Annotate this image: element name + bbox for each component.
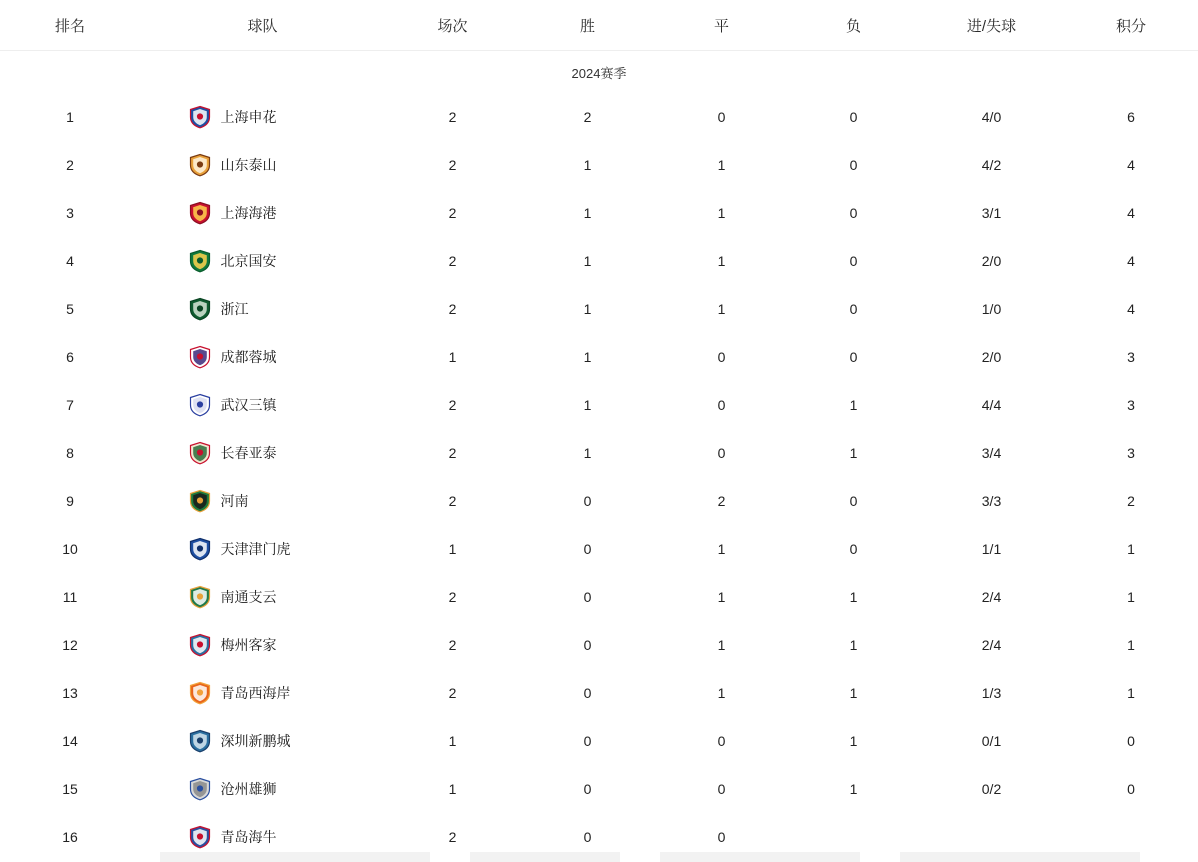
team-crest-icon — [188, 777, 212, 801]
cell-draw: 1 — [717, 637, 726, 653]
cell-win: 0 — [583, 493, 592, 509]
cell-played: 1 — [448, 349, 457, 365]
season-label-text: 2024赛季 — [571, 65, 627, 81]
cell-win: 0 — [583, 589, 592, 605]
cell-win: 0 — [583, 829, 592, 845]
cell-rank: 6 — [66, 349, 74, 365]
page-bottom-strip — [0, 852, 1198, 862]
cell-goals: 1/0 — [981, 301, 1002, 317]
cell-loss: 0 — [849, 541, 858, 557]
cell-rank: 14 — [62, 733, 78, 749]
team-name: 梅州客家 — [220, 637, 277, 653]
column-header-goals: 进/失球 — [966, 17, 1017, 35]
table-header-row — [0, 0, 1198, 51]
table-row[interactable] — [0, 765, 1198, 813]
cell-draw: 0 — [717, 349, 726, 365]
cell-loss: 1 — [849, 589, 858, 605]
cell-win: 1 — [583, 253, 592, 269]
cell-loss: 0 — [849, 157, 858, 173]
cell-loss: 0 — [849, 253, 858, 269]
team-crest-icon — [188, 729, 212, 753]
cell-goals: 3/1 — [981, 205, 1002, 221]
cell-points: 1 — [1127, 685, 1135, 701]
cell-team[interactable] — [140, 537, 385, 561]
team-name: 上海海港 — [220, 205, 277, 221]
cell-team[interactable] — [140, 105, 385, 129]
cell-draw: 0 — [717, 829, 726, 845]
cell-team[interactable] — [140, 249, 385, 273]
cell-loss: 0 — [849, 301, 858, 317]
table-row[interactable] — [0, 621, 1198, 669]
cell-played: 2 — [448, 157, 457, 173]
team-name: 河南 — [220, 493, 249, 509]
team-name: 北京国安 — [220, 253, 277, 269]
team-name: 武汉三镇 — [220, 397, 277, 413]
cell-goals: 4/2 — [981, 157, 1002, 173]
table-row[interactable] — [0, 285, 1198, 333]
cell-draw: 0 — [717, 397, 726, 413]
cell-points: 3 — [1127, 349, 1135, 365]
column-header-win: 胜 — [579, 17, 595, 35]
cell-team[interactable] — [140, 489, 385, 513]
cell-draw: 2 — [717, 493, 726, 509]
cell-rank: 13 — [62, 685, 78, 701]
cell-played: 2 — [448, 253, 457, 269]
cell-goals: 2/4 — [981, 589, 1002, 605]
cell-draw: 1 — [717, 253, 726, 269]
cell-rank: 9 — [66, 493, 74, 509]
cell-win: 0 — [583, 541, 592, 557]
team-crest-icon — [188, 441, 212, 465]
team-crest-icon — [188, 681, 212, 705]
cell-draw: 1 — [717, 157, 726, 173]
cell-played: 2 — [448, 205, 457, 221]
cell-team[interactable] — [140, 201, 385, 225]
cell-win: 0 — [583, 637, 592, 653]
team-crest-icon — [188, 585, 212, 609]
team-crest-icon — [188, 249, 212, 273]
team-crest-icon — [188, 201, 212, 225]
cell-rank: 11 — [62, 589, 78, 605]
team-name: 沧州雄狮 — [220, 781, 277, 797]
cell-loss: 0 — [849, 493, 858, 509]
cell-draw: 1 — [717, 205, 726, 221]
cell-win: 1 — [583, 397, 592, 413]
cell-team[interactable] — [140, 393, 385, 417]
cell-played: 2 — [448, 301, 457, 317]
cell-rank: 8 — [66, 445, 74, 461]
column-header-points: 积分 — [1115, 17, 1146, 35]
cell-win: 0 — [583, 685, 592, 701]
cell-win: 1 — [583, 205, 592, 221]
cell-points: 4 — [1127, 157, 1135, 173]
cell-played: 1 — [448, 733, 457, 749]
team-crest-icon — [188, 537, 212, 561]
cell-loss: 1 — [849, 733, 858, 749]
table-row[interactable] — [0, 429, 1198, 477]
cell-draw: 1 — [717, 589, 726, 605]
cell-points: 2 — [1127, 493, 1135, 509]
cell-draw: 1 — [717, 541, 726, 557]
cell-played: 2 — [448, 637, 457, 653]
cell-goals: 2/0 — [981, 349, 1002, 365]
cell-goals: 3/4 — [981, 445, 1002, 461]
cell-team[interactable] — [140, 825, 385, 849]
cell-played: 2 — [448, 493, 457, 509]
table-row[interactable] — [0, 333, 1198, 381]
cell-team[interactable] — [140, 345, 385, 369]
cell-rank: 3 — [66, 205, 74, 221]
cell-draw: 0 — [717, 445, 726, 461]
column-header-played: 场次 — [437, 17, 468, 35]
cell-played: 1 — [448, 541, 457, 557]
cell-played: 2 — [448, 829, 457, 845]
cell-rank: 7 — [66, 397, 74, 413]
cell-played: 1 — [448, 781, 457, 797]
cell-draw: 0 — [717, 781, 726, 797]
cell-points: 3 — [1127, 397, 1135, 413]
cell-played: 2 — [448, 685, 457, 701]
cell-win: 1 — [583, 157, 592, 173]
team-crest-icon — [188, 825, 212, 849]
table-row[interactable] — [0, 525, 1198, 573]
team-crest-icon — [188, 297, 212, 321]
cell-draw: 0 — [717, 109, 726, 125]
cell-rank: 4 — [66, 253, 74, 269]
table-row[interactable] — [0, 93, 1198, 141]
team-name: 青岛海牛 — [220, 829, 277, 845]
team-name: 天津津门虎 — [220, 541, 291, 557]
cell-goals: 2/4 — [981, 637, 1002, 653]
cell-played: 2 — [448, 397, 457, 413]
cell-goals: 1/3 — [981, 685, 1002, 701]
season-label — [0, 51, 1198, 93]
cell-points: 6 — [1127, 109, 1135, 125]
cell-points: 4 — [1127, 301, 1135, 317]
cell-goals: 4/0 — [981, 109, 1002, 125]
cell-rank: 2 — [66, 157, 74, 173]
cell-loss: 0 — [849, 349, 858, 365]
cell-team[interactable] — [140, 681, 385, 705]
cell-goals: 0/2 — [981, 781, 1002, 797]
column-header-loss: 负 — [845, 17, 861, 35]
cell-team[interactable] — [140, 777, 385, 801]
table-row[interactable] — [0, 477, 1198, 525]
team-crest-icon — [188, 633, 212, 657]
column-header-rank: 排名 — [54, 17, 85, 35]
cell-draw: 0 — [717, 733, 726, 749]
cell-points: 1 — [1127, 589, 1135, 605]
cell-win: 0 — [583, 781, 592, 797]
table-row[interactable] — [0, 669, 1198, 717]
cell-goals: 0/1 — [981, 733, 1002, 749]
column-header-draw: 平 — [713, 17, 729, 35]
team-name: 南通支云 — [220, 589, 277, 605]
cell-rank: 10 — [62, 541, 78, 557]
cell-draw: 1 — [717, 301, 726, 317]
team-name: 浙江 — [220, 301, 249, 317]
cell-loss: 1 — [849, 397, 858, 413]
cell-win: 2 — [583, 109, 592, 125]
cell-rank: 12 — [62, 637, 78, 653]
table-row[interactable] — [0, 237, 1198, 285]
team-crest-icon — [188, 345, 212, 369]
cell-win: 1 — [583, 301, 592, 317]
cell-goals: 3/3 — [981, 493, 1002, 509]
table-body — [0, 93, 1198, 861]
cell-team[interactable] — [140, 297, 385, 321]
cell-rank: 16 — [62, 829, 78, 845]
cell-played: 2 — [448, 109, 457, 125]
cell-team[interactable] — [140, 729, 385, 753]
cell-loss: 1 — [849, 637, 858, 653]
team-crest-icon — [188, 489, 212, 513]
cell-draw: 1 — [717, 685, 726, 701]
cell-win: 0 — [583, 733, 592, 749]
cell-goals: 1/1 — [981, 541, 1002, 557]
cell-team[interactable] — [140, 441, 385, 465]
cell-win: 1 — [583, 445, 592, 461]
table-row[interactable] — [0, 573, 1198, 621]
team-name: 深圳新鹏城 — [220, 733, 291, 749]
team-crest-icon — [188, 153, 212, 177]
column-header-team: 球队 — [247, 17, 278, 35]
cell-played: 2 — [448, 445, 457, 461]
cell-points: 0 — [1127, 733, 1135, 749]
cell-points: 1 — [1127, 541, 1135, 557]
cell-goals: 4/4 — [981, 397, 1002, 413]
cell-rank: 5 — [66, 301, 74, 317]
team-name: 上海申花 — [220, 109, 277, 125]
team-name: 成都蓉城 — [220, 349, 277, 365]
team-name: 长春亚泰 — [220, 445, 277, 461]
cell-loss: 1 — [849, 781, 858, 797]
cell-loss: 0 — [849, 205, 858, 221]
cell-points: 1 — [1127, 637, 1135, 653]
cell-loss: 1 — [849, 685, 858, 701]
cell-played: 2 — [448, 589, 457, 605]
table-row[interactable] — [0, 381, 1198, 429]
cell-team[interactable] — [140, 153, 385, 177]
team-crest-icon — [188, 393, 212, 417]
table-row[interactable] — [0, 189, 1198, 237]
team-crest-icon — [188, 105, 212, 129]
cell-team[interactable] — [140, 633, 385, 657]
table-row[interactable] — [0, 141, 1198, 189]
cell-rank: 15 — [62, 781, 78, 797]
cell-points: 3 — [1127, 445, 1135, 461]
table-row[interactable] — [0, 717, 1198, 765]
cell-points: 0 — [1127, 781, 1135, 797]
cell-loss: 0 — [849, 109, 858, 125]
cell-rank: 1 — [66, 109, 74, 125]
cell-goals: 2/0 — [981, 253, 1002, 269]
cell-team[interactable] — [140, 585, 385, 609]
team-name: 青岛西海岸 — [220, 685, 291, 701]
cell-points: 4 — [1127, 253, 1135, 269]
cell-loss: 1 — [849, 445, 858, 461]
team-name: 山东泰山 — [220, 157, 277, 173]
cell-win: 1 — [583, 349, 592, 365]
cell-points: 4 — [1127, 205, 1135, 221]
